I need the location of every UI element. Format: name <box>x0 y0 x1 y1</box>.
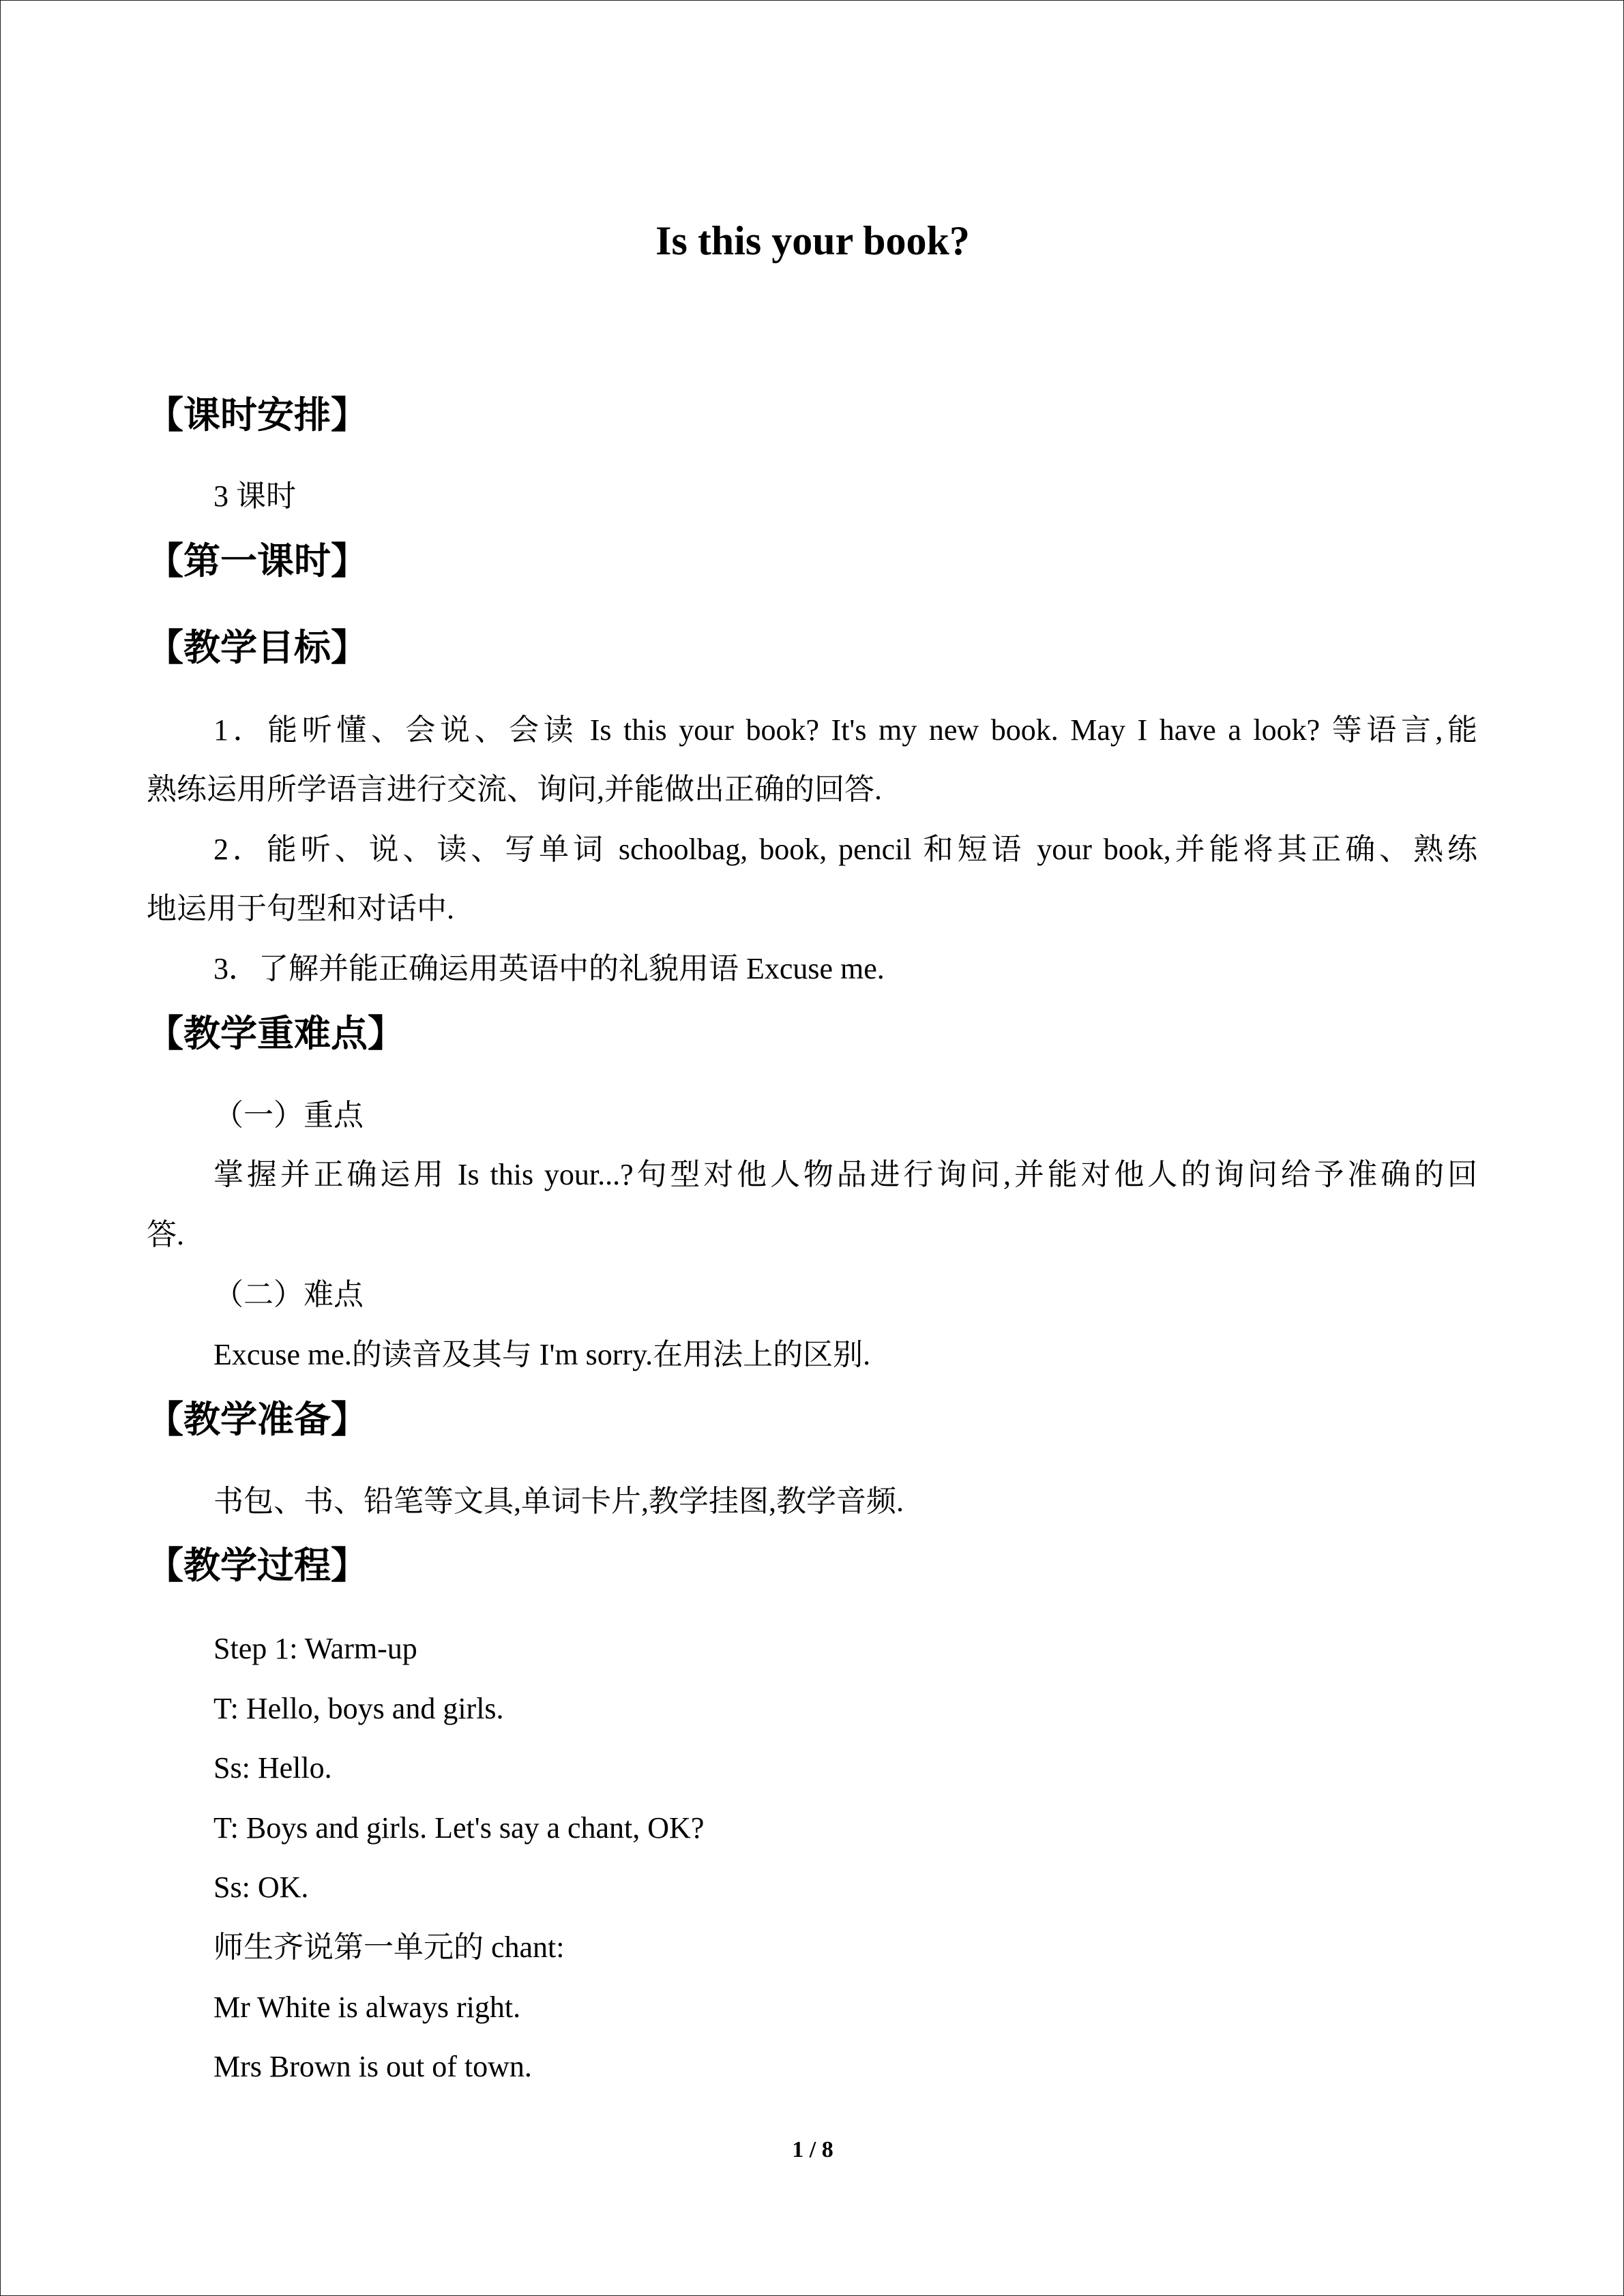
page-number: 1 / 8 <box>792 2137 833 2162</box>
schedule-text: 3 课时 <box>213 479 296 513</box>
goal-2-line-2: 地运用于句型和对话中. <box>147 892 454 925</box>
difficulty-label: （二）难点 <box>213 1278 364 1311</box>
key-point-label: （一）重点 <box>213 1099 364 1132</box>
process-line: Ss: Hello. <box>213 1751 332 1785</box>
goal-1-line-2: 熟练运用所学语言进行交流、询问,并能做出正确的回答. <box>147 773 882 806</box>
process-line: Step 1: Warm-up <box>213 1632 417 1665</box>
process-line: T: Boys and girls. Let's say a chant, OK? <box>213 1811 705 1845</box>
goal-1-line-1: 1．能听懂、会说、会读 Is this your book? It's my new book. May I have a look? 等语言,能 <box>213 713 1477 747</box>
goal-2-line-1: 2．能听、说、读、写单词 schoolbag, book, pencil 和短语 your book,并能将其正确、熟练 <box>213 833 1477 866</box>
heading-preparation: 【教学准备】 <box>147 1399 368 1440</box>
heading-key-points: 【教学重难点】 <box>147 1013 404 1054</box>
difficulty-text: Excuse me.的读音及其与 I'm sorry.在用法上的区别. <box>213 1338 871 1371</box>
process-line: Mr White is always right. <box>213 1991 521 2024</box>
key-point-line-1: 掌握并正确运用 Is this your...?句型对他人物品进行询问,并能对他人的询问给予准确的回 <box>213 1158 1477 1191</box>
process-line: 师生齐说第一单元的 chant: <box>213 1930 565 1964</box>
process-line: Ss: OK. <box>213 1870 309 1904</box>
heading-schedule: 【课时安排】 <box>147 395 368 436</box>
key-point-line-2: 答. <box>147 1218 184 1251</box>
process-line: T: Hello, boys and girls. <box>213 1692 504 1725</box>
process-line: Mrs Brown is out of town. <box>213 2050 532 2083</box>
document-title: Is this your book? <box>655 218 970 263</box>
preparation-text: 书包、书、铅笔等文具,单词卡片,教学挂图,教学音频. <box>213 1485 904 1518</box>
heading-lesson-1: 【第一课时】 <box>147 541 368 582</box>
goal-3: 3．了解并能正确运用英语中的礼貌用语 Excuse me. <box>213 952 885 985</box>
heading-process: 【教学过程】 <box>147 1545 368 1586</box>
heading-goals: 【教学目标】 <box>147 627 368 668</box>
